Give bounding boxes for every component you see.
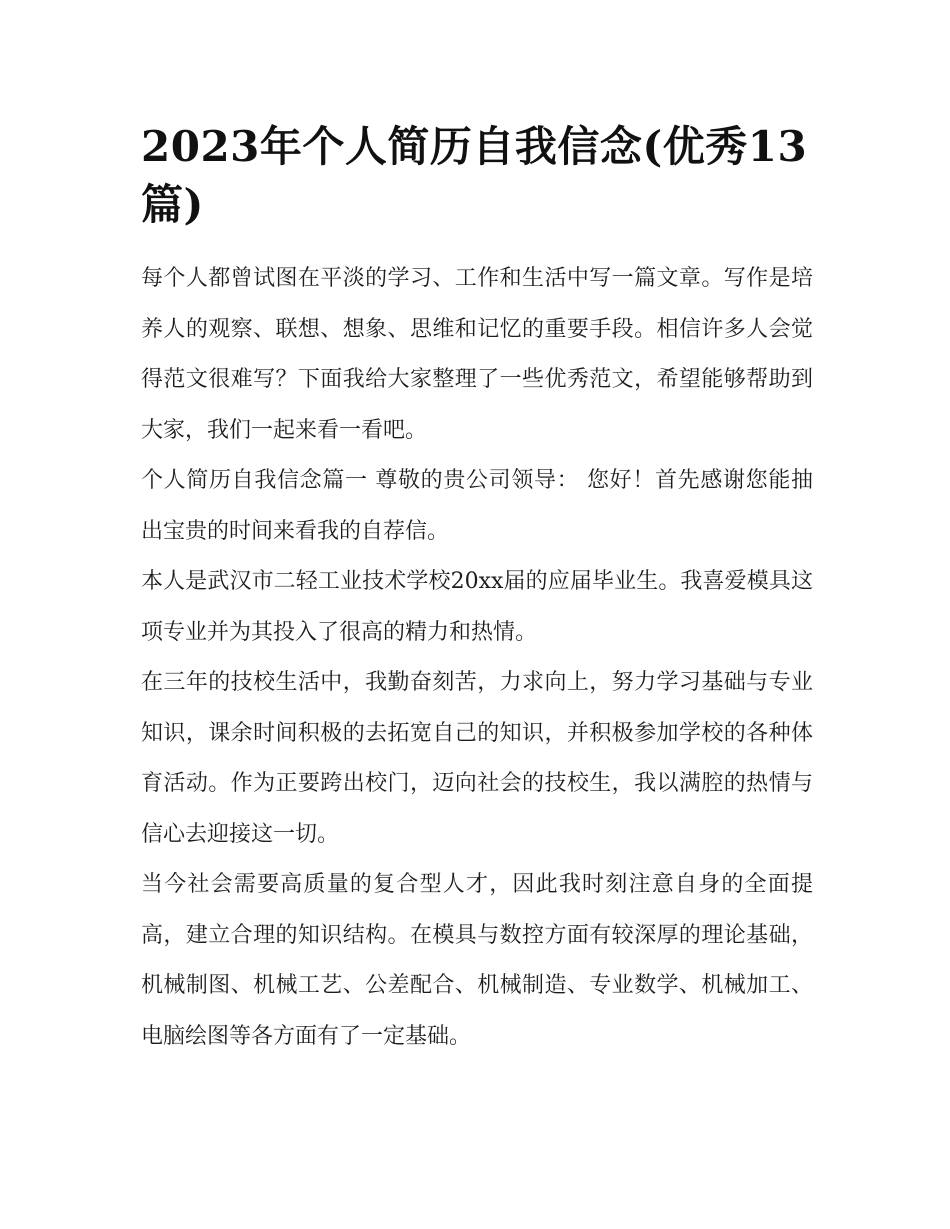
document-title: 2023年个人简历自我信念(优秀13篇) bbox=[141, 122, 808, 229]
paragraph-skills: 当今社会需要高质量的复合型人才，因此我时刻注意自身的全面提高，建立合理的知识结构。在模具与数控方面有较深厚的理论基础，机械制图、机械工艺、公差配合、机械制造、专业数学、机械加工、电脑绘图等各方面有了一定基础。 bbox=[141, 872, 813, 1049]
paragraph-self-introduction: 本人是武汉市二轻工业技术学校20xx届的应届毕业生。我喜爱模具这项专业并为其投入了很高的精力和热情。 bbox=[141, 569, 813, 645]
document-body bbox=[141, 118, 813, 1062]
paragraph-school-life: 在三年的技校生活中，我勤奋刻苦，力求向上，努力学习基础与专业知识，课余时间积极的去拓宽自己的知识，并积极参加学校的各种体育活动。作为正要跨出校门，迈向社会的技校生，我以满腔的热情与信心去迎接这一切。 bbox=[141, 670, 813, 847]
paragraph-intro: 每个人都曾试图在平淡的学习、工作和生活中写一篇文章。写作是培养人的观察、联想、想象、思维和记忆的重要手段。相信许多人会觉得范文很难写？下面我给大家整理了一些优秀范文，希望能够帮助到大家，我们一起来看一看吧。 bbox=[141, 266, 813, 443]
paragraph-salutation: 个人简历自我信念篇一 尊敬的贵公司领导： 您好！首先感谢您能抽出宝贵的时间来看我的自荐信。 bbox=[141, 468, 813, 544]
